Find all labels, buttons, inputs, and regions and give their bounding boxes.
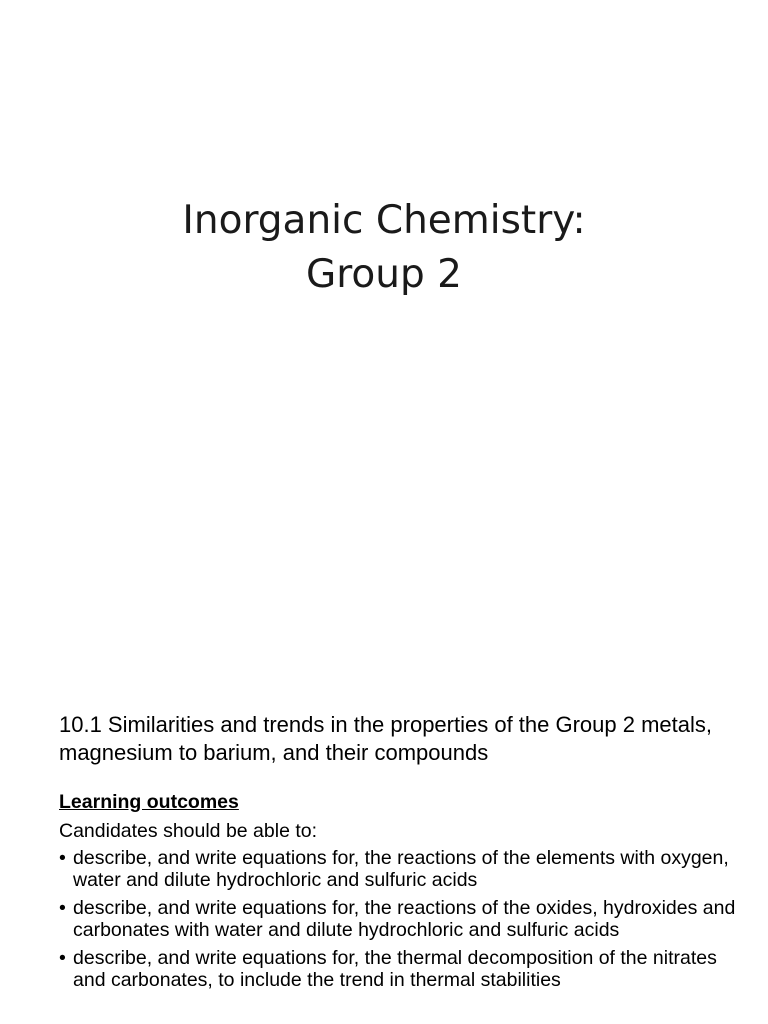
section-heading: 10.1 Similarities and trends in the properties of the Group 2 metals, magnesium to barium, and their compounds (59, 712, 713, 765)
slide-title (0, 194, 768, 302)
outcome-text: describe, and write equations for, the reactions of the elements with oxygen, water and dilute hydrochloric and sulfuric acids (73, 847, 729, 891)
title-line-1: Inorganic Chemistry: (182, 198, 586, 243)
syllabus-section (59, 711, 739, 998)
outcome-list (59, 848, 739, 991)
bullet-icon: • (59, 897, 66, 919)
bullet-icon: • (59, 947, 66, 969)
bullet-icon: • (59, 847, 66, 869)
outcome-item (59, 848, 739, 891)
learning-outcomes-heading: Learning outcomes (59, 791, 239, 813)
outcome-text: describe, and write equations for, the thermal decomposition of the nitrates and carbonates, to include the trend in thermal stabilities (73, 947, 717, 991)
outcome-text: describe, and write equations for, the reactions of the oxides, hydroxides and carbonates with water and dilute hydrochloric and sulfuric acids (73, 897, 736, 941)
outcomes-intro: Candidates should be able to: (59, 820, 318, 842)
title-line-2: Group 2 (306, 252, 462, 297)
outcome-item (59, 948, 739, 991)
outcome-item (59, 898, 739, 941)
